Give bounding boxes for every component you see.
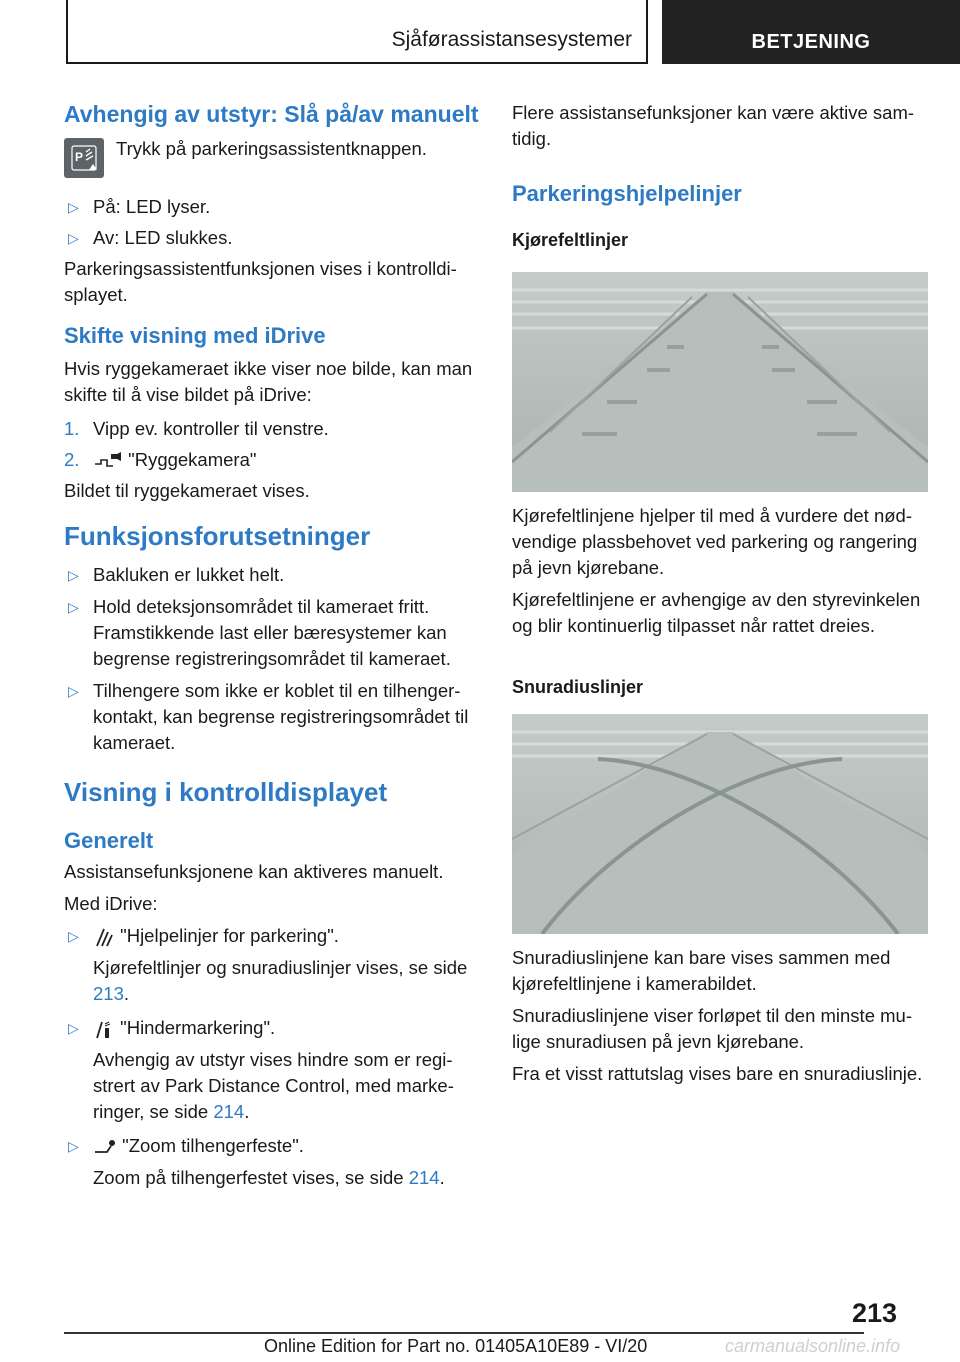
- heading-manual: Avhengig av utstyr: Slå på/av manuelt: [64, 101, 479, 127]
- with-idrive-text: Med iDrive:: [64, 893, 158, 914]
- trailer-hitch-icon: [93, 1136, 117, 1158]
- heading-idrive: Skifte visning med iDrive: [64, 323, 326, 348]
- heading-prerequisites: Funksjonsforutsetninger: [64, 521, 371, 551]
- turn-radius-text: [512, 945, 928, 1087]
- turn-radius-image: [512, 714, 928, 934]
- section-title: Sjåførassistansesystemer: [391, 28, 632, 51]
- left-column: [64, 100, 482, 1191]
- turn-paragraph-1: Snuradiuslinjene kan bare vises sammen med kjørefeltlinjene i kamerabildet.: [512, 947, 891, 994]
- option-obstacle: [64, 1015, 482, 1041]
- steps-result: Bildet til ryggekameraet vises.: [64, 480, 310, 501]
- prereq-item: [64, 678, 482, 756]
- heading-control-display: Visning i kontrolldisplayet: [64, 777, 388, 807]
- bullet-triangle-icon: ▷: [68, 599, 79, 615]
- description-text: Avhengig av utstyr vises hindre som er registrert av Park Distance Control, med markeringer, se side: [93, 1049, 454, 1122]
- heading-turn-radius: Snuradiuslinjer: [512, 677, 644, 697]
- display-text: Parkeringsassistentfunksjonen vises i kontrolldisplayet.: [64, 258, 457, 305]
- lane-lines-image: [512, 272, 928, 492]
- turn-paragraph-2: Snuradiuslinjene viser forløpet til den minste mulige snuradiusen på jevn kjørebane.: [512, 1005, 912, 1052]
- lane-paragraph-2: Kjørefeltlinjene er avhengige av den styrevinkelen og blir kontinuerlig tilpasset når rattet dreies.: [512, 589, 921, 636]
- intro-text: Flere assistansefunksjoner kan være aktive samtidig.: [512, 102, 915, 149]
- bullet-triangle-icon: ▷: [68, 230, 79, 246]
- heading-parking-lines: Parkeringshjelpelinjer: [512, 181, 742, 206]
- bullet-text: Tilhengere som ikke er koblet til en tilhengerkontakt, kan begrense registreringsområdet til kameraet.: [93, 680, 469, 753]
- rear-camera-icon: [93, 450, 123, 472]
- option-label: "Zoom tilhengerfeste".: [122, 1135, 304, 1156]
- general-text: Assistansefunksjonene kan aktiveres manuelt.: [64, 861, 444, 882]
- right-column: [512, 100, 928, 252]
- bullet-triangle-icon: ▷: [68, 1020, 79, 1036]
- option-zoom-hitch: [64, 1133, 482, 1159]
- bullet-text: Av: LED slukkes.: [93, 227, 233, 248]
- option-guidelines: [64, 923, 482, 949]
- description-text: Kjørefeltlinjer og snuradiuslinjer vises, se side: [93, 957, 468, 978]
- parking-guidelines-icon: [93, 926, 115, 948]
- bullet-off: [64, 225, 482, 251]
- step-2: [64, 447, 482, 473]
- page-number: 213: [852, 1298, 898, 1328]
- bullet-on: [64, 194, 482, 220]
- bullet-text: På: LED lyser.: [93, 196, 211, 217]
- bullet-text: Bakluken er lukket helt.: [93, 564, 285, 585]
- chapter-title: BETJENING: [751, 31, 871, 53]
- bullet-triangle-icon: ▷: [68, 567, 79, 583]
- step-number: 2.: [64, 449, 80, 470]
- section-header: [66, 0, 648, 64]
- option-description: Avhengig av utstyr vises hindre som er registrert av Park Distance Control, med markeringer, se side 214.: [93, 1049, 454, 1122]
- svg-text:P: P: [75, 150, 84, 164]
- option-description: Kjørefeltlinjer og snuradiuslinjer vises, se side 213.: [93, 957, 468, 1004]
- heading-general: Generelt: [64, 828, 154, 853]
- step-text: Vipp ev. kontroller til venstre.: [93, 418, 329, 439]
- bullet-text: Hold deteksjonsområdet til kameraet fritt. Framstikkende last eller bæresystemer kan begrense registreringsområdet til kameraet.: [93, 596, 451, 669]
- step-number: 1.: [64, 418, 80, 439]
- watermark: carmanualsonline.info: [725, 1336, 901, 1356]
- idrive-text: Hvis ryggekameraet ikke viser noe bilde, kan man skifte til å vise bildet på iDrive:: [64, 358, 473, 405]
- page-link[interactable]: 213: [93, 983, 124, 1004]
- description-text: Zoom på tilhengerfestet vises, se side: [93, 1167, 404, 1188]
- prereq-item: [64, 562, 482, 588]
- parking-assist-button-icon: [64, 138, 104, 178]
- bullet-triangle-icon: ▷: [68, 1138, 79, 1154]
- prereq-item: [64, 594, 482, 672]
- chapter-header: [662, 0, 960, 64]
- page-link[interactable]: 214: [213, 1101, 245, 1122]
- press-text: Trykk på parkeringsassistentknappen.: [116, 138, 427, 159]
- step-1: [64, 416, 482, 442]
- option-label: "Hjelpelinjer for parkering".: [120, 925, 339, 946]
- bullet-triangle-icon: ▷: [68, 683, 79, 699]
- bullet-triangle-icon: ▷: [68, 199, 79, 215]
- bullet-triangle-icon: ▷: [68, 928, 79, 944]
- step-text: "Ryggekamera": [128, 449, 257, 470]
- lane-lines-text: [512, 503, 928, 699]
- turn-paragraph-3: Fra et visst rattutslag vises bare en snuradiuslinje.: [512, 1063, 923, 1084]
- footer-divider: [64, 1332, 864, 1334]
- edition-text: Online Edition for Part no. 01405A10E89 - VI/20: [264, 1336, 648, 1356]
- page-link[interactable]: 214: [408, 1167, 440, 1188]
- obstacle-marking-icon: [93, 1018, 115, 1040]
- lane-paragraph-1: Kjørefeltlinjene hjelper til med å vurdere det nødvendige plassbehovet ved parkering og rangering på jevn kjørebane.: [512, 505, 918, 578]
- press-instruction: [64, 136, 482, 182]
- option-description: Zoom på tilhengerfestet vises, se side 214.: [93, 1167, 445, 1188]
- option-label: "Hindermarkering".: [120, 1017, 276, 1038]
- heading-lane-lines: Kjørefeltlinjer: [512, 230, 629, 250]
